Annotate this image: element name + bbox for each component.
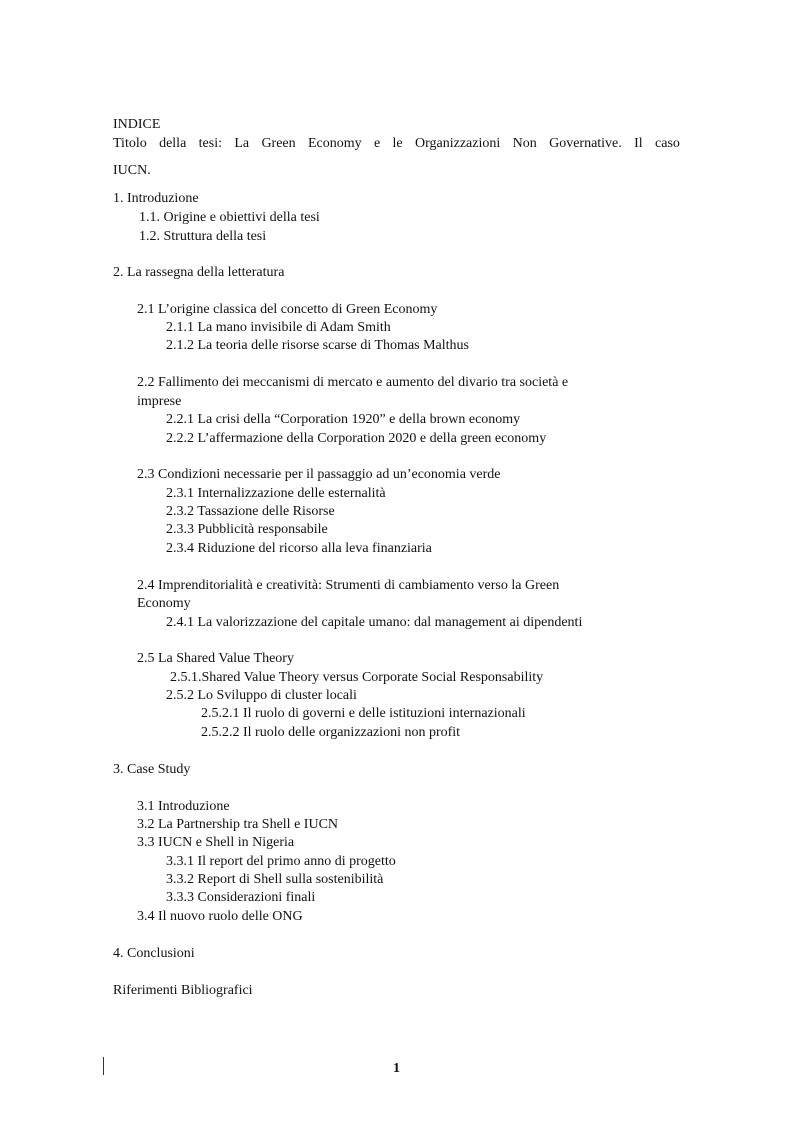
footer-vertical-line bbox=[103, 1057, 104, 1075]
toc-entry-2-1-1: 2.1.1 La mano invisibile di Adam Smith bbox=[166, 320, 391, 335]
toc-entry-2-2-2: 2.2.2 L’affermazione della Corporation 2020 e della green economy bbox=[166, 431, 547, 446]
toc-entry-2-5-2-1: 2.5.2.1 Il ruolo di governi e delle istituzioni internazionali bbox=[201, 706, 526, 721]
toc-entry-2-3: 2.3 Condizioni necessarie per il passaggio ad un’economia verde bbox=[137, 467, 501, 482]
toc-entry-2-2: 2.2 Fallimento dei meccanismi di mercato e aumento del divario tra società e bbox=[137, 375, 569, 390]
title-word: Green bbox=[261, 136, 296, 151]
toc-entry-3: 3. Case Study bbox=[113, 762, 191, 777]
title-word: caso bbox=[655, 136, 680, 151]
toc-entry-2-3-3: 2.3.3 Pubblicità responsabile bbox=[166, 522, 328, 537]
toc-entry-2-2-1: 2.2.1 La crisi della “Corporation 1920” e della brown economy bbox=[166, 412, 521, 427]
toc-entry-3-3-2: 3.3.2 Report di Shell sulla sostenibilità bbox=[166, 872, 384, 887]
toc-entry-2-5-2-2: 2.5.2.2 Il ruolo delle organizzazioni non profit bbox=[201, 725, 461, 740]
toc-entry-3-2: 3.2 La Partnership tra Shell e IUCN bbox=[137, 817, 339, 832]
toc-entry-3-3: 3.3 IUCN e Shell in Nigeria bbox=[137, 835, 295, 850]
index-heading: INDICE bbox=[113, 117, 161, 132]
title-word: Titolo bbox=[113, 136, 147, 151]
title-word: Non bbox=[512, 136, 537, 151]
title-word: Organizzazioni bbox=[415, 136, 501, 151]
toc-entry-4: 4. Conclusioni bbox=[113, 946, 195, 961]
references-entry: Riferimenti Bibliografici bbox=[113, 983, 253, 998]
toc-entry-2: 2. La rassegna della letteratura bbox=[113, 265, 285, 280]
toc-entry-2-2-continued: imprese bbox=[137, 394, 182, 409]
title-word: della bbox=[159, 136, 187, 151]
title-word: Economy bbox=[307, 136, 362, 151]
title-word: tesi: bbox=[198, 136, 222, 151]
toc-entry-2-3-1: 2.3.1 Internalizzazione delle esternalità bbox=[166, 486, 386, 501]
toc-entry-3-3-3: 3.3.3 Considerazioni finali bbox=[166, 890, 316, 905]
title-word: le bbox=[392, 136, 403, 151]
toc-entry-2-5-2: 2.5.2 Lo Sviluppo di cluster locali bbox=[166, 688, 357, 703]
toc-entry-2-1-2: 2.1.2 La teoria delle risorse scarse di Thomas Malthus bbox=[166, 338, 469, 353]
thesis-title bbox=[113, 135, 680, 153]
toc-entry-1: 1. Introduzione bbox=[113, 191, 199, 206]
toc-entry-1-1: 1.1. Origine e obiettivi della tesi bbox=[139, 210, 320, 225]
toc-entry-2-3-4: 2.3.4 Riduzione del ricorso alla leva finanziaria bbox=[166, 541, 432, 556]
toc-entry-2-4-1: 2.4.1 La valorizzazione del capitale umano: dal management ai dipendenti bbox=[166, 615, 583, 630]
toc-entry-2-1: 2.1 L’origine classica del concetto di Green Economy bbox=[137, 302, 438, 317]
page-number: 1 bbox=[393, 1061, 400, 1076]
toc-entry-3-3-1: 3.3.1 Il report del primo anno di progetto bbox=[166, 854, 396, 869]
toc-entry-2-5-1: 2.5.1.Shared Value Theory versus Corporate Social Responsability bbox=[170, 670, 544, 685]
title-word: e bbox=[373, 136, 381, 151]
title-word: Governative. bbox=[549, 136, 622, 151]
toc-entry-2-3-2: 2.3.2 Tassazione delle Risorse bbox=[166, 504, 335, 519]
toc-entry-1-2: 1.2. Struttura della tesi bbox=[139, 229, 267, 244]
toc-entry-2-4-continued: Economy bbox=[137, 596, 191, 611]
title-word: Il bbox=[634, 136, 643, 151]
toc-entry-3-4: 3.4 Il nuovo ruolo delle ONG bbox=[137, 909, 303, 924]
toc-entry-3-1: 3.1 Introduzione bbox=[137, 799, 230, 814]
thesis-title-continued: IUCN. bbox=[113, 163, 151, 178]
toc-entry-2-4: 2.4 Imprenditorialità e creatività: Strumenti di cambiamento verso la Green bbox=[137, 578, 560, 593]
title-word: La bbox=[234, 136, 250, 151]
toc-entry-2-5: 2.5 La Shared Value Theory bbox=[137, 651, 294, 666]
